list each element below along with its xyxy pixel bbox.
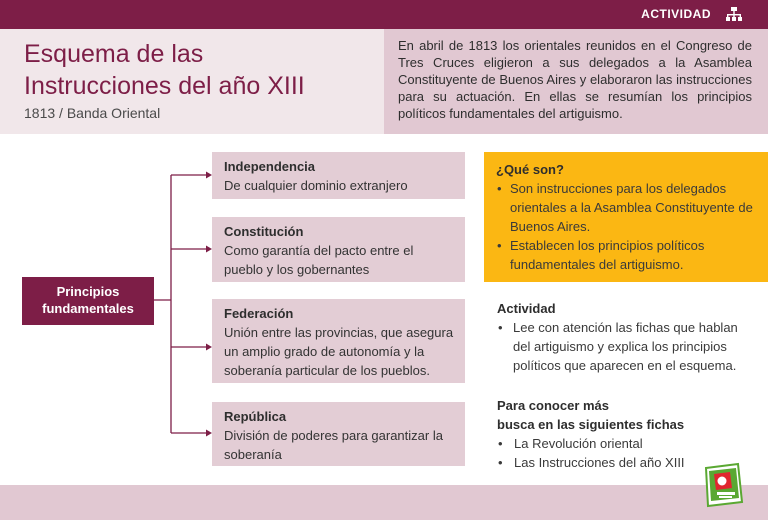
branch-title: Federación xyxy=(224,306,294,321)
branch-text: Unión entre las provincias, que asegura un amplio grado de autonomía y la soberanía particular de los pueblos. xyxy=(224,325,454,378)
further-reading-section xyxy=(497,396,697,472)
activity-item: • Lee con atención las fichas que hablan del artiguismo y explica los principios políticos que aparecen en el esquema. xyxy=(497,318,757,375)
branch-title: Independencia xyxy=(224,159,316,174)
further-reading-item: • Las Instrucciones del año XIII xyxy=(497,453,697,472)
further-reading-item: • La Revolución oriental xyxy=(497,434,697,453)
branch-text: División de poderes para garantizar la soberanía xyxy=(224,428,443,462)
activity-title: Actividad xyxy=(497,301,556,316)
activity-label: ACTIVIDAD xyxy=(641,7,711,21)
branch-title: Constitución xyxy=(224,224,304,239)
root-label-line-2: fundamentales xyxy=(42,301,134,316)
root-label-line-1: Principios xyxy=(56,284,120,299)
branch-independencia xyxy=(212,152,465,199)
branch-title: República xyxy=(224,409,287,424)
branch-text: De cualquier dominio extranjero xyxy=(224,178,408,193)
branch-text: Como garantía del pacto entre el pueblo y los gobernantes xyxy=(224,243,414,277)
biblioteca-logo xyxy=(700,462,744,508)
page-subtitle: 1813 / Banda Oriental xyxy=(24,105,161,121)
que-son-box xyxy=(484,152,768,282)
que-son-title: ¿Qué son? xyxy=(496,162,564,177)
footer-bar xyxy=(0,485,768,520)
intro-description: En abril de 1813 los orientales reunidos en el Congreso de Tres Cruces eligieron a sus delegados a la Asamblea Constituyente de Buenos Aires y elaboraron las instrucciones para su actuación. En ellas se resumían los principios políticos fundamentales del artiguismo. xyxy=(384,29,768,134)
branch-constitucion xyxy=(212,217,465,282)
activity-section xyxy=(497,299,757,375)
further-reading-title-line-1: Para conocer más xyxy=(497,398,610,413)
network-icon xyxy=(726,7,742,22)
top-bar xyxy=(0,0,768,29)
que-son-item: • Establecen los principios políticos fundamentales del artiguismo. xyxy=(496,236,754,274)
branch-republica xyxy=(212,402,465,466)
further-reading-title-line-2: busca en las siguientes fichas xyxy=(497,417,685,432)
branch-federacion xyxy=(212,299,465,383)
page-title-line-2: Instrucciones del año XIII xyxy=(24,72,305,100)
que-son-item: • Son instrucciones para los delegados orientales a la Asamblea Constituyente de Buenos Aires. xyxy=(496,179,754,236)
page-title xyxy=(24,38,305,102)
page-title-line-1: Esquema de las xyxy=(24,40,204,68)
principles-root-box xyxy=(22,277,154,325)
